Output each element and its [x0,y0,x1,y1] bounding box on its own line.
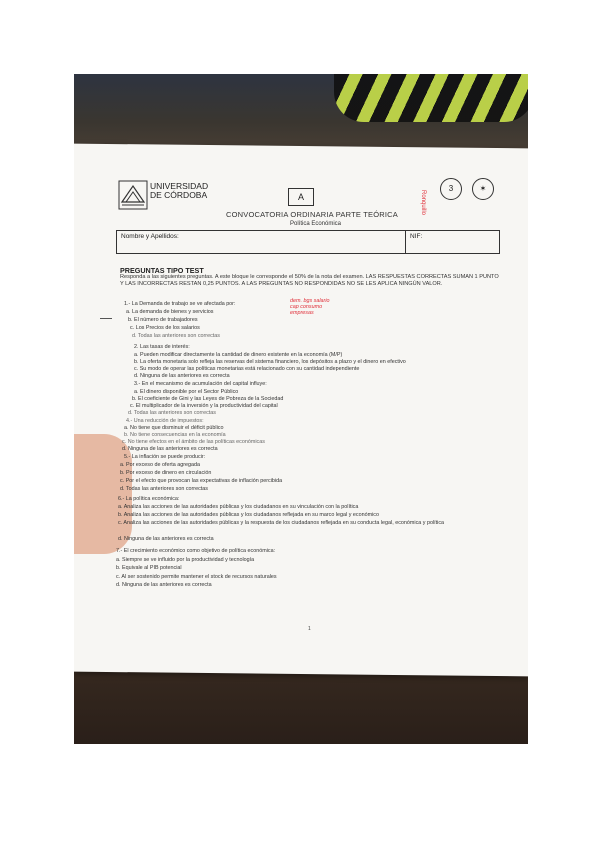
answer-line: a. El dinero disponible por el Sector Público [134,389,239,395]
answer-line: c. Analiza las acciones de las autoridades públicas y la respuesta de los ciudadanos reflejada en su conducta legal, económica y política [118,520,445,526]
answer-line: d. Ninguna de las anteriores es correcta [134,373,230,379]
seal-3-icon: 3 [440,178,462,200]
question-line: 1.- La Demanda de trabajo se ve afectada por: [124,301,236,307]
page-number: 1 [308,626,311,632]
question-line: 3.- En el mecanismo de acumulación del capital influye: [134,381,267,387]
answer-line: b. Equivale al PIB potencial [116,565,182,571]
answer-line: b. Analiza las acciones de las autoridades públicas y los ciudadanos reflejada en su marco legal y económico [118,512,380,518]
answer-line: d. Todas las anteriores son correctas [132,333,220,339]
instructions-text: Responda a las siguientes preguntas. A este bloque le corresponde el 50% de la nota del examen. LAS RESPUESTAS CORRECTAS SUMAN 1 PUNTO Y LAS INCORRECTAS RESTAN 0,25 PUNTOS. A LAS PREGUNTAS NO RESPONDIDAS NO SE LES APLICA NINGÚN VALOR. [120,274,499,287]
answer-line: b. El coeficiente de Gini y las Leyes de Pobreza de la Sociedad [132,396,284,402]
subject-title: Política Económica [290,221,342,227]
answer-line: d. Ninguna de las anteriores es correcta [118,536,214,542]
red-handwritten-note: dem. bgs salario cap consumo empresas [290,298,330,316]
answer-line: a. Pueden modificar directamente la cantidad de dinero existente en la economía (M/P) [134,352,343,358]
answer-line: c. El multiplicador de la inversión y la productividad del capital [130,403,278,409]
answer-line: d. Todas las anteriores son correctas [128,410,216,416]
answer-line: b. El número de trabajadores [128,317,198,323]
question-line: 4.- Una reducción de impuestos: [126,418,204,424]
answer-line: a. La demanda de bienes y servicios [126,309,214,315]
answer-line: c. No tiene efectos en el ámbito de las políticas económicas [122,439,265,445]
answer-line: b. Por exceso de dinero en circulación [120,470,212,476]
red-handwritten-margin-note: Ronquillo [420,190,426,216]
question-line: 5.- La inflación se puede producir: [124,454,206,460]
answer-line: d. Ninguna de las anteriores es correcta [116,582,212,588]
name-field-box [116,230,500,254]
answer-line: c. Al ser sostenido permite mantener el stock de recursos naturales [116,574,277,580]
answer-line: c. Su modo de operar las políticas monetarias está relacionado con su cantidad independiente [134,366,360,372]
name-label: Nombre y Apellidos: [121,233,179,240]
answer-line: a. Siempre se ve influido por la productividad y tecnología [116,557,255,563]
question-line: 6.- La política económica: [118,496,180,502]
question-line: 2. Las tasas de interés: [134,344,190,350]
exam-version-box: A [288,188,314,206]
convocatoria-title: CONVOCATORIA ORDINARIA PARTE TEÓRICA [226,210,398,219]
answer-line: d. Ninguna de las anteriores es correcta [122,446,218,452]
university-seal-icon: ✶ [472,178,494,200]
photo-background [74,74,528,744]
background-jacket [334,74,528,122]
answer-line: a. Por exceso de oferta agregada [120,462,201,468]
answer-line: c. Los Precios de los salarios [130,325,200,331]
university-logo-icon [118,180,148,210]
answer-line: d. Todas las anteriores son correctas [120,486,208,492]
answer-line: a. No tiene que disminuir el déficit público [124,425,224,431]
question-line: 7.- El crecimiento económico como objetivo de política económica: [116,548,276,554]
answer-line: b. No tiene consecuencias en la economía [124,432,226,438]
answer-line: b. La oferta monetaria solo refleja las reservas del sistema financiero, los depósitos a plazo y el dinero en efectivo [134,359,406,365]
answer-line: c. Por el efecto que provocan las expectativas de inflación percibida [120,478,283,484]
university-name: UNIVERSIDAD DE CÓRDOBA [150,181,209,200]
nif-label: NIF: [405,231,426,253]
answer-line: a. Analiza las acciones de las autoridades públicas y los ciudadanos en su vinculación con la política [118,504,359,510]
pen-mark [100,318,112,319]
section-heading: PREGUNTAS TIPO TEST [120,266,204,275]
